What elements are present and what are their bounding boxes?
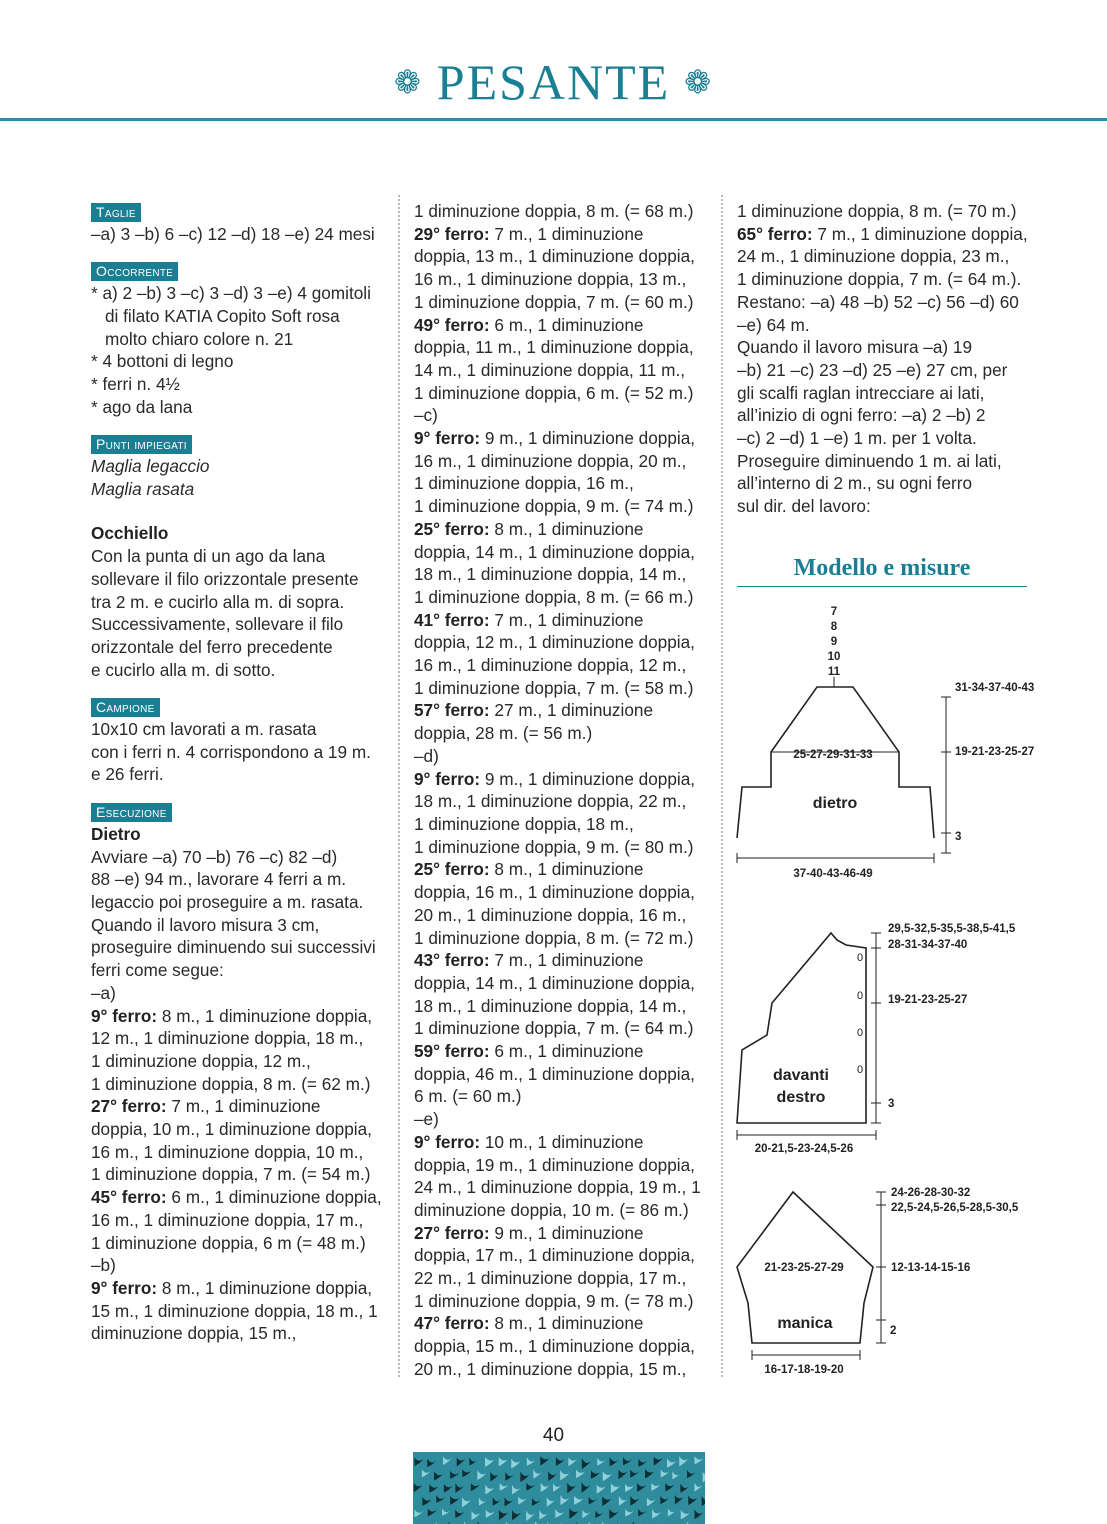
- list-item: * ago da lana: [91, 396, 193, 417]
- davanti-label: destro: [776, 1089, 826, 1106]
- instruction-line: 45° ferro: 6 m., 1 diminuzione doppia,: [91, 1187, 382, 1208]
- instruction-line: 59° ferro: 6 m., 1 diminuzione: [414, 1041, 644, 1062]
- diagram-title: Modello e misure: [793, 555, 971, 581]
- davanti-label: davanti: [772, 1067, 830, 1084]
- dietro-top-value: 10: [827, 651, 841, 663]
- taglie-text: –a) 3 –b) 6 –c) 12 –d) 18 –e) 24 mesi: [91, 223, 375, 244]
- dietro-upper-height: 19-21-23-25-27: [955, 746, 1035, 758]
- manica-upper-width: 21-23-25-27-29: [764, 1262, 844, 1274]
- instruction-line: ferri come segue:: [91, 960, 224, 981]
- manica-height-b: 22,5-24,5-26,5-28,5-30,5: [891, 1202, 1019, 1214]
- row-label: 9° ferro:: [414, 768, 481, 789]
- list-item: * 4 bottoni di legno: [91, 351, 234, 372]
- section-label-punti: Punti impiegati: [91, 435, 192, 454]
- dietro-label: dietro: [812, 795, 858, 812]
- instruction-line: –e) 64 m.: [737, 314, 810, 335]
- instruction-line: 1 diminuzione doppia, 9 m. (= 78 m.): [414, 1290, 694, 1311]
- instruction-line: Proseguire diminuendo 1 m. ai lati,: [737, 450, 1002, 471]
- manica-bottom-width: 16-17-18-19-20: [764, 1364, 844, 1376]
- instruction-line: 9° ferro: 9 m., 1 diminuzione doppia,: [414, 428, 696, 449]
- instruction-line: 25° ferro: 8 m., 1 diminuzione: [414, 859, 644, 880]
- instruction-line: 1 diminuzione doppia, 8 m. (= 68 m.): [414, 201, 694, 221]
- column-left: [91, 200, 391, 1345]
- instruction-line: 1 diminuzione doppia, 16 m.,: [414, 473, 634, 494]
- instruction-line: all’inizio di ogni ferro: –a) 2 –b) 2: [737, 405, 986, 426]
- instruction-line: 1 diminuzione doppia, 7 m. (= 60 m.): [414, 291, 694, 312]
- instruction-line: doppia, 14 m., 1 diminuzione doppia,: [414, 541, 695, 562]
- instruction-line: 6 m. (= 60 m.): [414, 1086, 522, 1107]
- instruction-line: 16 m., 1 diminuzione doppia, 12 m.,: [414, 655, 687, 676]
- instruction-line: 88 –e) 94 m., lavorare 4 ferri a m.: [91, 869, 347, 890]
- instruction-line: 24 m., 1 diminuzione doppia, 23 m.,: [737, 246, 1010, 267]
- instruction-line: 9° ferro: 8 m., 1 diminuzione doppia,: [91, 1277, 373, 1298]
- davanti-bottom-width: 20-21,5-23-24,5-26: [754, 1143, 854, 1155]
- row-label: 25° ferro:: [414, 518, 490, 539]
- instructions-left: [91, 846, 391, 1345]
- instruction-line: 24 m., 1 diminuzione doppia, 19 m., 1: [414, 1177, 701, 1198]
- stitch-item: Maglia legaccio: [91, 456, 210, 477]
- dietro-inner-width: 25-27-29-31-33: [793, 749, 873, 761]
- dietro-total-height: 31-34-37-40-43: [955, 682, 1035, 694]
- instruction-line: 43° ferro: 7 m., 1 diminuzione: [414, 950, 644, 971]
- schematics: [730, 600, 1040, 1390]
- instruction-line: doppia, 28 m. (= 56 m.): [414, 723, 593, 744]
- instruction-line: 25° ferro: 8 m., 1 diminuzione: [414, 518, 644, 539]
- column-divider: [398, 195, 400, 1377]
- instruction-line: 1 diminuzione doppia, 8 m. (= 66 m.): [414, 586, 694, 607]
- instruction-line: 1 diminuzione doppia, 7 m. (= 64 m.): [414, 1018, 694, 1039]
- manica-label: manica: [777, 1315, 833, 1332]
- instructions-middle: [414, 200, 714, 1381]
- instruction-line: 20 m., 1 diminuzione doppia, 16 m.,: [414, 904, 687, 925]
- instruction-line: –b) 21 –c) 23 –d) 25 –e) 27 cm, per: [737, 359, 1008, 380]
- instruction-line: legaccio poi proseguire a m. rasata.: [91, 891, 364, 912]
- instruction-line: 16 m., 1 diminuzione doppia, 10 m.,: [91, 1141, 364, 1162]
- row-label: 49° ferro:: [414, 314, 490, 335]
- instruction-line: 9° ferro: 9 m., 1 diminuzione doppia,: [414, 768, 696, 789]
- manica-height-a: 24-26-28-30-32: [891, 1187, 971, 1199]
- instruction-line: 1 diminuzione doppia, 7 m. (= 58 m.): [414, 677, 694, 698]
- instruction-line: 15 m., 1 diminuzione doppia, 18 m., 1: [91, 1300, 378, 1321]
- instruction-line: –c): [414, 405, 438, 426]
- instruction-line: proseguire diminuendo sui successivi: [91, 937, 376, 958]
- column-middle: [414, 200, 714, 1381]
- instruction-line: 1 diminuzione doppia, 8 m. (= 72 m.): [414, 927, 694, 948]
- davanti-height-b: 28-31-34-37-40: [888, 939, 968, 951]
- list-item: * a) 2 –b) 3 –c) 3 –d) 3 –e) 4 gomitoli: [91, 283, 371, 304]
- instruction-line: 1 diminuzione doppia, 9 m. (= 74 m.): [414, 496, 694, 517]
- buttonhole-mark: 0: [857, 1027, 864, 1039]
- manica-rib-height: 2: [890, 1325, 897, 1337]
- row-label: 65° ferro:: [737, 223, 813, 244]
- instruction-line: –d): [414, 745, 439, 766]
- list-item: di filato KATIA Copito Soft rosa: [105, 305, 340, 326]
- row-label: 9° ferro:: [414, 428, 481, 449]
- header-rule: [0, 118, 1107, 121]
- instruction-line: 9° ferro: 8 m., 1 diminuzione doppia,: [91, 1005, 373, 1026]
- instruction-line: doppia, 11 m., 1 diminuzione doppia,: [414, 337, 694, 358]
- instruction-line: Avviare –a) 70 –b) 76 –c) 82 –d): [91, 846, 338, 867]
- instruction-line: 49° ferro: 6 m., 1 diminuzione: [414, 314, 644, 335]
- instruction-line: 22 m., 1 diminuzione doppia, 17 m.,: [414, 1268, 687, 1289]
- instruction-line: 9° ferro: 10 m., 1 diminuzione: [414, 1131, 644, 1152]
- column-divider: [721, 195, 723, 1377]
- page-title: ❁ PESANTE ❁: [393, 54, 714, 110]
- instruction-line: 1 diminuzione doppia, 8 m. (= 70 m.): [737, 201, 1017, 221]
- row-label: 25° ferro:: [414, 859, 490, 880]
- instruction-line: diminuzione doppia, 10 m. (= 86 m.): [414, 1199, 689, 1220]
- instruction-line: 1 diminuzione doppia, 18 m.,: [414, 813, 634, 834]
- instruction-line: 29° ferro: 7 m., 1 diminuzione: [414, 223, 644, 244]
- dietro-top-value: 7: [830, 606, 838, 618]
- davanti-upper-height: 19-21-23-25-27: [888, 994, 968, 1006]
- instruction-line: 65° ferro: 7 m., 1 diminuzione doppia,: [737, 223, 1028, 244]
- davanti-height-a: 29,5-32,5-35,5-38,5-41,5: [888, 923, 1016, 935]
- manica-upper-height: 12-13-14-15-16: [891, 1262, 971, 1274]
- section-label-esecuzione: Esecuzione: [91, 803, 172, 822]
- stitch-item: Maglia rasata: [91, 478, 195, 499]
- row-label: 59° ferro:: [414, 1041, 490, 1062]
- buttonhole-mark: 0: [857, 952, 864, 964]
- section-label-taglie: Taglie: [91, 203, 141, 222]
- instruction-line: doppia, 14 m., 1 diminuzione doppia,: [414, 972, 695, 993]
- buttonhole-mark: 0: [857, 1064, 864, 1076]
- row-label: 27° ferro:: [91, 1096, 167, 1117]
- dietro-top-value: 8: [830, 621, 838, 633]
- row-label: 9° ferro:: [91, 1277, 158, 1298]
- instruction-line: –c) 2 –d) 1 –e) 1 m. per 1 volta.: [737, 428, 977, 449]
- instruction-line: 12 m., 1 diminuzione doppia, 18 m.,: [91, 1028, 364, 1049]
- row-label: 27° ferro:: [414, 1222, 490, 1243]
- instruction-line: Restano: –a) 48 –b) 52 –c) 56 –d) 60: [737, 291, 1019, 312]
- flower-ornament-icon: ❁: [684, 64, 714, 100]
- instruction-line: gli scalfi raglan intrecciare ai lati,: [737, 382, 985, 403]
- instruction-line: diminuzione doppia, 15 m.,: [91, 1323, 297, 1344]
- row-label: 47° ferro:: [414, 1313, 490, 1334]
- row-label: 57° ferro:: [414, 700, 490, 721]
- occhiello-text: Con la punta di un ago da lana sollevare il filo orizzontale presente tra 2 m. e cucirlo alla m. di sopra. Successivamente, sollevare il filo orizzontale del ferro precedente e cucirlo alla m. di sotto.: [91, 546, 359, 680]
- instruction-line: 47° ferro: 8 m., 1 diminuzione: [414, 1313, 644, 1334]
- instruction-line: –a): [91, 982, 116, 1003]
- instruction-line: 1 diminuzione doppia, 12 m.,: [91, 1050, 311, 1071]
- row-label: 9° ferro:: [414, 1131, 481, 1152]
- diagram-title-rule: [737, 586, 1027, 587]
- instruction-line: doppia, 13 m., 1 diminuzione doppia,: [414, 246, 695, 267]
- instruction-line: 27° ferro: 9 m., 1 diminuzione: [414, 1222, 644, 1243]
- instruction-line: 14 m., 1 diminuzione doppia, 11 m.,: [414, 359, 686, 380]
- instruction-line: 16 m., 1 diminuzione doppia, 20 m.,: [414, 450, 687, 471]
- instruction-line: doppia, 12 m., 1 diminuzione doppia,: [414, 632, 695, 653]
- row-label: 29° ferro:: [414, 223, 490, 244]
- column-right: [737, 200, 1037, 518]
- dietro-top-value: 9: [830, 636, 838, 648]
- instruction-line: –e): [414, 1109, 439, 1130]
- campione-text: 10x10 cm lavorati a m. rasata con i ferri n. 4 corrispondono a 19 m. e 26 ferri.: [91, 719, 371, 785]
- instruction-line: 20 m., 1 diminuzione doppia, 15 m.,: [414, 1358, 687, 1379]
- instruction-line: 16 m., 1 diminuzione doppia, 13 m.,: [414, 269, 687, 290]
- dietro-top-value: 11: [827, 666, 841, 678]
- row-label: 45° ferro:: [91, 1187, 167, 1208]
- section-label-occorrente: Occorrente: [91, 262, 178, 281]
- instruction-line: Quando il lavoro misura 3 cm,: [91, 914, 320, 935]
- instruction-line: doppia, 19 m., 1 diminuzione doppia,: [414, 1154, 695, 1175]
- instruction-line: 1 diminuzione doppia, 7 m. (= 64 m.).: [737, 269, 1022, 290]
- page-header: [0, 0, 1107, 124]
- row-label: 41° ferro:: [414, 609, 490, 630]
- instruction-line: 41° ferro: 7 m., 1 diminuzione: [414, 609, 644, 630]
- list-item: molto chiaro colore n. 21: [105, 328, 294, 349]
- row-label: 43° ferro:: [414, 950, 490, 971]
- instruction-line: 1 diminuzione doppia, 6 m (= 48 m.): [91, 1232, 366, 1253]
- page-number: 40: [542, 1425, 565, 1446]
- occhiello-title: Occhiello: [91, 523, 169, 544]
- instruction-line: 18 m., 1 diminuzione doppia, 14 m.,: [414, 564, 687, 585]
- instruction-line: doppia, 17 m., 1 diminuzione doppia,: [414, 1245, 695, 1266]
- instruction-line: doppia, 10 m., 1 diminuzione doppia,: [91, 1119, 372, 1140]
- instruction-line: doppia, 46 m., 1 diminuzione doppia,: [414, 1063, 695, 1084]
- instruction-line: 1 diminuzione doppia, 7 m. (= 54 m.): [91, 1164, 371, 1185]
- section-label-campione: Campione: [91, 698, 160, 717]
- instruction-line: 1 diminuzione doppia, 6 m. (= 52 m.): [414, 382, 694, 403]
- instruction-line: 18 m., 1 diminuzione doppia, 22 m.,: [414, 791, 687, 812]
- knit-texture-image: [413, 1452, 705, 1524]
- buttonhole-mark: 0: [857, 990, 864, 1002]
- dietro-bottom-width: 37-40-43-46-49: [793, 868, 873, 880]
- instruction-line: 1 diminuzione doppia, 8 m. (= 62 m.): [91, 1073, 371, 1094]
- instruction-line: 16 m., 1 diminuzione doppia, 17 m.,: [91, 1209, 364, 1230]
- row-label: 9° ferro:: [91, 1005, 158, 1026]
- instructions-right: [737, 200, 1037, 518]
- flower-ornament-icon: ❁: [393, 64, 423, 100]
- dietro-rib-height: 3: [955, 831, 962, 843]
- instruction-line: 27° ferro: 7 m., 1 diminuzione: [91, 1096, 321, 1117]
- instruction-line: 1 diminuzione doppia, 9 m. (= 80 m.): [414, 836, 694, 857]
- instruction-line: –b): [91, 1255, 116, 1276]
- instruction-line: all’interno di 2 m., su ogni ferro: [737, 473, 973, 494]
- instruction-line: doppia, 15 m., 1 diminuzione doppia,: [414, 1336, 695, 1357]
- instruction-line: 57° ferro: 27 m., 1 diminuzione: [414, 700, 654, 721]
- list-item: * ferri n. 4½: [91, 373, 180, 394]
- dietro-title: Dietro: [91, 823, 141, 844]
- instruction-line: doppia, 16 m., 1 diminuzione doppia,: [414, 882, 695, 903]
- instruction-line: sul dir. del lavoro:: [737, 496, 871, 517]
- davanti-rib-height: 3: [888, 1098, 895, 1110]
- occorrente-list: [91, 282, 391, 418]
- instruction-line: Quando il lavoro misura –a) 19: [737, 337, 973, 358]
- instruction-line: 18 m., 1 diminuzione doppia, 14 m.,: [414, 995, 687, 1016]
